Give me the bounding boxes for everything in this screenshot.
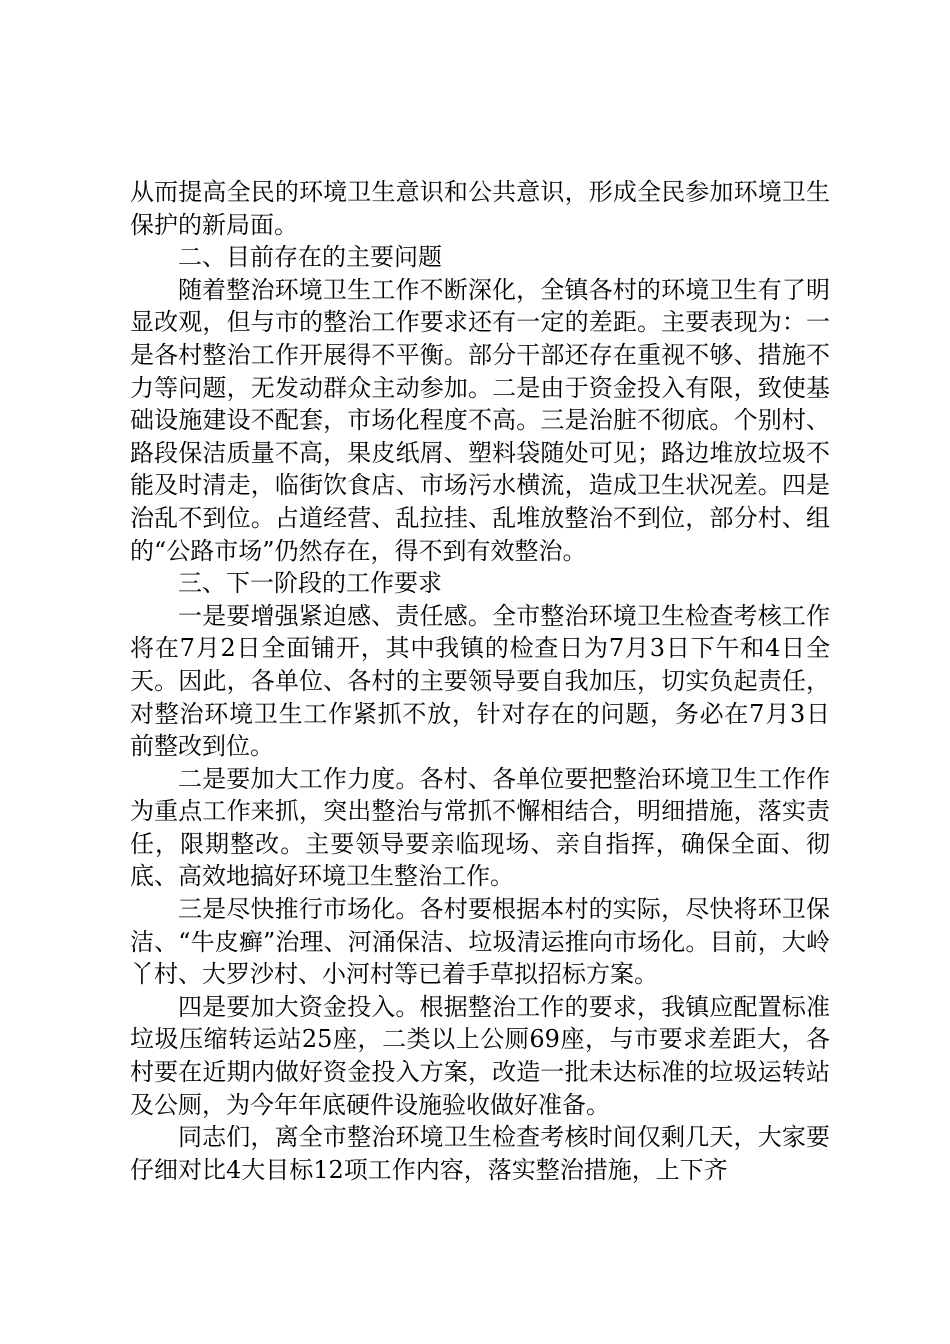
body-paragraph-problems: 随着整治环境卫生工作不断深化，全镇各村的环境卫生有了明显改观，但与市的整治工作要求还有一定的差距。主要表现为：一是各村整治工作开展得不平衡。部分干部还存在重视不够、措施不力等问题，无发动群众主动参加。二是由于资金投入有限，致使基础设施建设不配套，市场化程度不高。三是治脏不彻底。个别村、路段保洁质量不高，果皮纸屑、塑料袋随处可见；路边堆放垃圾不能及时清走，临街饮食店、市场污水横流，造成卫生状况差。四是治乱不到位。占道经营、乱拉挂、乱堆放整治不到位，部分村、组的“公路市场”仍然存在，得不到有效整治。: [130, 275, 830, 565]
body-paragraph-work-intensity: 二是要加大工作力度。各村、各单位要把整治环境卫生工作作为重点工作来抓，突出整治与常抓不懈相结合，明细措施，落实责任，限期整改。主要领导要亲临现场、亲自指挥，确保全面、彻底、高效地搞好环境卫生整治工作。: [130, 764, 830, 891]
section-heading-next-stage-requirements: 三、下一阶段的工作要求: [178, 569, 442, 598]
section-heading-main-problems: 二、目前存在的主要问题: [178, 243, 442, 272]
body-paragraph-funding: 四是要加大资金投入。根据整治工作的要求，我镇应配置标准垃圾压缩转运站25座，二类以上公厕69座，与市要求差距大，各村要在近期内做好资金投入方案，改造一批未达标准的垃圾运转站及公厕，为今年年底硬件设施验收做好准备。: [130, 992, 830, 1119]
body-paragraph-continuation: 从而提高全民的环境卫生意识和公共意识，形成全民参加环境卫生保护的新局面。: [130, 178, 830, 239]
body-paragraph-closing: 同志们，离全市整治环境卫生检查考核时间仅剩几天，大家要仔细对比4大目标12项工作内容，落实整治措施，上下齐: [130, 1123, 830, 1184]
body-paragraph-urgency: 一是要增强紧迫感、责任感。全市整治环境卫生检查考核工作将在7月2日全面铺开，其中我镇的检查日为7月3日下午和4日全天。因此，各单位、各村的主要领导要自我加压，切实负起责任，对整治环境卫生工作紧抓不放，针对存在的问题，务必在7月3日前整改到位。: [130, 601, 830, 761]
body-paragraph-marketization: 三是尽快推行市场化。各村要根据本村的实际，尽快将环卫保洁、“牛皮癣”治理、河涌保洁、垃圾清运推向市场化。目前，大岭丫村、大罗沙村、小河村等已着手草拟招标方案。: [130, 895, 830, 989]
document-page: [130, 176, 830, 1186]
